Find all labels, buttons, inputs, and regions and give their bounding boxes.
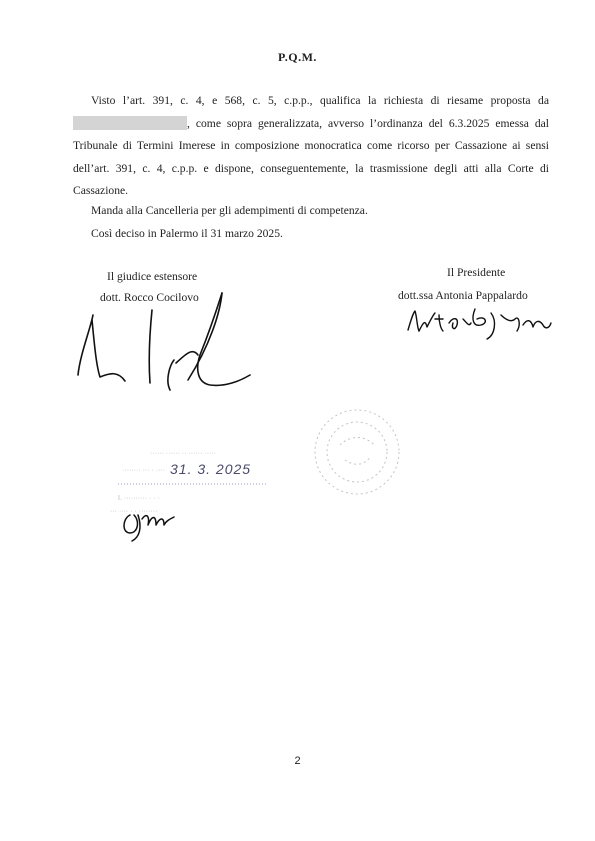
paragraph-closing: Così deciso in Palermo il 31 marzo 2025.: [91, 227, 283, 240]
clerk-initials: [118, 495, 188, 545]
paragraph-decision-part1: Visto l’art. 391, c. 4, e 568, c. 5, c.p.p., qualifica la richiesta di riesame proposta da: [91, 94, 549, 107]
right-signatory-role: Il Presidente: [447, 266, 506, 279]
stamp-text-line3: I. ·········· · · ·: [118, 495, 160, 502]
right-signatory-name: dott.ssa Antonia Pappalardo: [398, 289, 528, 302]
left-signature: [70, 285, 250, 395]
stamp-text-line2: ········ ··· · ····: [122, 467, 166, 474]
left-signatory-role: Il giudice estensore: [107, 270, 198, 283]
stamp-text-line4: ··· ···· · · ········: [110, 508, 158, 515]
paragraph-decision-part2: , come sopra generalizzata, avverso l’ordinanza del 6.3.2025 emessa dal Tribunale di Termini Imerese in composizione monocratica come ricorso per Cassazione ai sensi dell’art. 391, c. 4, c.p.p. e dispone, conseguentemente, la trasmissione degli atti alla Corte di Cassazione.: [73, 116, 549, 197]
right-signature: [405, 305, 555, 345]
stamp-text-line1: ······ ······ ·· ······ ·····: [150, 450, 217, 457]
stamp-underline: [118, 481, 268, 487]
redacted-name: [73, 116, 187, 130]
section-heading: P.Q.M.: [278, 50, 317, 64]
paragraph-decision: [73, 90, 549, 203]
left-signatory-name: dott. Rocco Cocilovo: [100, 291, 199, 304]
paragraph-mandate: Manda alla Cancelleria per gli adempimenti di competenza.: [91, 204, 368, 217]
page-number: 2: [294, 755, 301, 767]
stamp-date: 31. 3. 2025: [170, 461, 252, 477]
court-seal-icon: [310, 405, 405, 500]
